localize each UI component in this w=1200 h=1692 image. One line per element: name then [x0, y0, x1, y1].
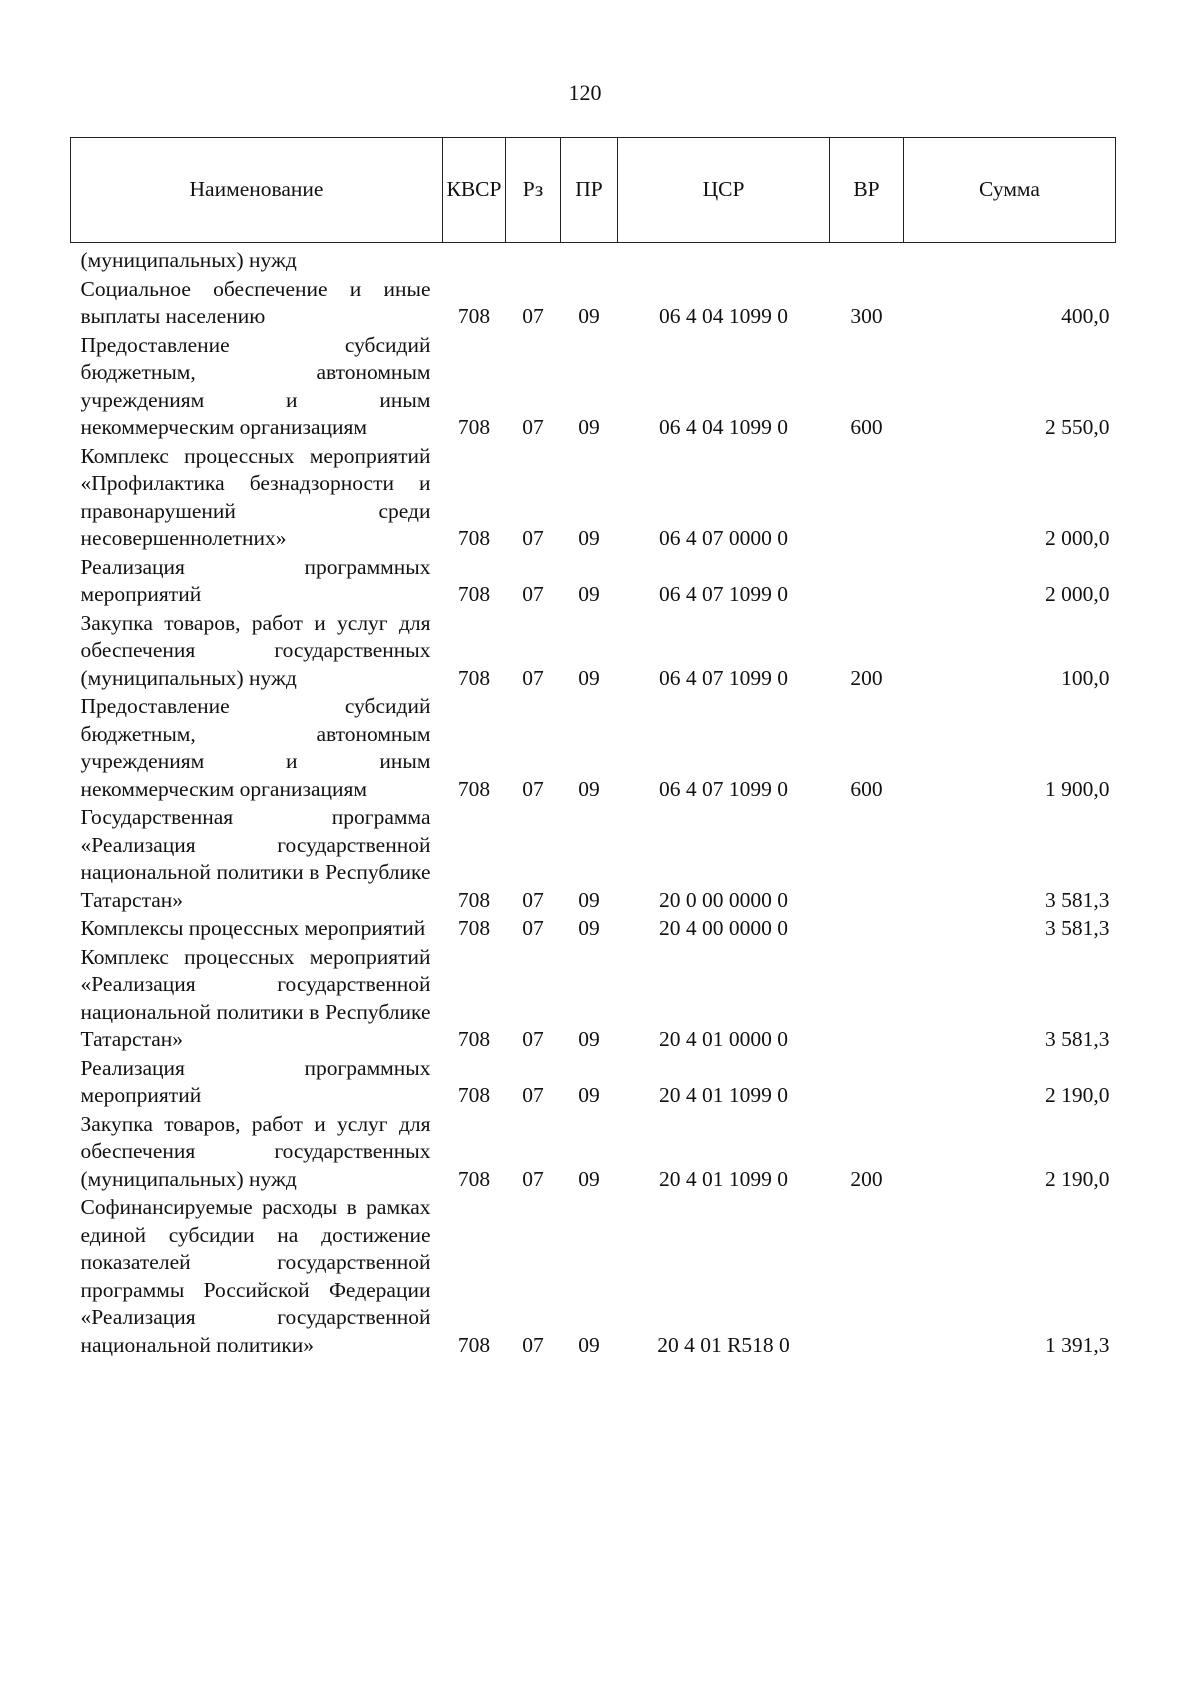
header-pr: ПР: [561, 138, 618, 243]
cell-sum: [904, 243, 1116, 276]
header-name: Наименование: [71, 138, 443, 243]
table-row: [71, 332, 1116, 443]
cell-vr: 200: [850, 665, 883, 690]
cell-name: Реализация программных мероприятий: [80, 554, 431, 606]
table-row: [71, 276, 1116, 332]
cell-kvsr: 708: [457, 1332, 491, 1357]
cell-csr: 06 4 04 1099 0: [659, 304, 788, 328]
cell-csr: 20 4 01 1099 0: [659, 1166, 788, 1191]
cell-vr: [830, 554, 904, 610]
cell-name: Реализация программных мероприятий: [80, 1055, 431, 1107]
table-row: [71, 693, 1116, 804]
cell-rz: 07: [522, 304, 544, 328]
cell-vr: [830, 804, 904, 915]
cell-name: Комплексы процессных мероприятий: [80, 916, 426, 940]
cell-kvsr: 708: [457, 916, 491, 940]
cell-name: Предоставление субсидий бюджетным, автономным учреждениям и иным некоммерческим организациям: [80, 694, 431, 801]
cell-kvsr: 708: [457, 582, 491, 606]
cell-sum: 3 581,3: [1045, 887, 1110, 912]
cell-rz: 07: [522, 887, 544, 912]
cell-name: Предоставление субсидий бюджетным, автономным учреждениям и иным некоммерческим организациям: [80, 332, 431, 439]
cell-csr: 20 0 00 0000 0: [659, 887, 788, 912]
cell-csr: 20 4 00 0000 0: [659, 916, 788, 940]
table-header-row: [71, 138, 1116, 243]
cell-name: Государственная программа «Реализация государственной национальной политики в Республике Татарстан»: [80, 805, 431, 912]
cell-csr: [618, 243, 830, 276]
cell-name: Комплекс процессных мероприятий «Реализация государственной национальной политики в Республике Татарстан»: [80, 944, 431, 1051]
cell-csr: 06 4 04 1099 0: [659, 415, 788, 439]
cell-kvsr: 708: [457, 526, 491, 550]
cell-pr: 09: [578, 1027, 600, 1051]
cell-vr: [830, 443, 904, 554]
cell-rz: 07: [522, 582, 544, 606]
header-kvsr: КВСР: [443, 138, 506, 243]
table-row: [71, 1055, 1116, 1111]
cell-csr: 20 4 01 1099 0: [659, 1083, 788, 1107]
cell-kvsr: 708: [457, 1166, 491, 1191]
cell-pr: 09: [578, 582, 600, 606]
table-row: [71, 443, 1116, 554]
cell-rz: 07: [522, 1166, 544, 1191]
cell-kvsr: 708: [457, 304, 491, 328]
cell-pr: 09: [578, 415, 600, 439]
table-row: [71, 243, 1116, 276]
table-row: [71, 944, 1116, 1055]
cell-csr: 06 4 07 1099 0: [659, 776, 788, 801]
table-row: [71, 610, 1116, 694]
cell-vr: 600: [850, 776, 883, 801]
page-number: 120: [568, 80, 602, 105]
cell-rz: 07: [522, 776, 544, 801]
cell-sum: 2 190,0: [1045, 1083, 1110, 1107]
table-row: [71, 554, 1116, 610]
cell-csr: 06 4 07 1099 0: [659, 582, 788, 606]
cell-vr: [830, 243, 904, 276]
cell-pr: 09: [578, 304, 600, 328]
cell-sum: 400,0: [1061, 304, 1110, 328]
table-row: [71, 1111, 1116, 1195]
cell-kvsr: 708: [457, 887, 491, 912]
cell-name: Социальное обеспечение и иные выплаты населению: [80, 276, 431, 328]
cell-sum: 1 391,3: [1045, 1332, 1110, 1357]
cell-pr: 09: [578, 776, 600, 801]
cell-name: Софинансируемые расходы в рамках единой субсидии на достижение показателей государственной программы Российской Федерации «Реализация государственной национальной политики»: [80, 1195, 431, 1357]
cell-vr: [830, 944, 904, 1055]
cell-kvsr: 708: [457, 415, 491, 439]
cell-pr: 09: [578, 1083, 600, 1107]
cell-sum: 2 000,0: [1045, 526, 1110, 550]
cell-kvsr: 708: [457, 776, 491, 801]
cell-csr: 20 4 01 0000 0: [659, 1027, 788, 1051]
cell-csr: 20 4 01 R518 0: [657, 1332, 790, 1357]
cell-vr: 600: [850, 415, 883, 439]
cell-name: Закупка товаров, работ и услуг для обеспечения государственных (муниципальных) нужд: [80, 610, 431, 690]
cell-rz: 07: [522, 526, 544, 550]
cell-kvsr: 708: [457, 1083, 491, 1107]
cell-pr: 09: [578, 526, 600, 550]
cell-pr: 09: [578, 887, 600, 912]
cell-kvsr: [443, 243, 506, 276]
cell-sum: 2 550,0: [1045, 415, 1110, 439]
cell-rz: 07: [522, 1083, 544, 1107]
table-row: [71, 804, 1116, 915]
cell-rz: 07: [522, 1027, 544, 1051]
cell-name: Закупка товаров, работ и услуг для обеспечения государственных (муниципальных) нужд: [80, 1111, 431, 1191]
header-sum: Сумма: [904, 138, 1116, 243]
cell-rz: [506, 243, 561, 276]
cell-name: Комплекс процессных мероприятий «Профилактика безнадзорности и правонарушений среди несовершеннолетних»: [80, 443, 431, 550]
cell-vr: 300: [850, 304, 883, 328]
cell-vr: [830, 1194, 904, 1360]
cell-pr: [561, 243, 618, 276]
cell-sum: 1 900,0: [1045, 776, 1110, 801]
cell-vr: 200: [850, 1166, 883, 1191]
cell-pr: 09: [578, 665, 600, 690]
cell-pr: 09: [578, 916, 600, 940]
cell-sum: 3 581,3: [1045, 916, 1110, 940]
cell-name: (муниципальных) нужд: [80, 248, 297, 272]
cell-pr: 09: [578, 1166, 600, 1191]
budget-table: [70, 137, 1116, 1360]
cell-rz: 07: [522, 1332, 544, 1357]
cell-sum: 100,0: [1061, 665, 1110, 690]
table-row: [71, 1194, 1116, 1360]
cell-sum: 2 190,0: [1045, 1166, 1110, 1191]
cell-kvsr: 708: [457, 665, 491, 690]
cell-kvsr: 708: [457, 1027, 491, 1051]
cell-rz: 07: [522, 415, 544, 439]
cell-csr: 06 4 07 0000 0: [659, 526, 788, 550]
cell-sum: 2 000,0: [1045, 582, 1110, 606]
cell-vr: [830, 1055, 904, 1111]
cell-pr: 09: [578, 1332, 600, 1357]
cell-csr: 06 4 07 1099 0: [659, 665, 788, 690]
cell-vr: [830, 915, 904, 944]
header-vr: ВР: [830, 138, 904, 243]
header-rz: Рз: [506, 138, 561, 243]
table-row: [71, 915, 1116, 944]
cell-rz: 07: [522, 665, 544, 690]
cell-rz: 07: [522, 916, 544, 940]
header-csr: ЦСР: [618, 138, 830, 243]
cell-sum: 3 581,3: [1045, 1027, 1110, 1051]
table-body: [71, 243, 1116, 1361]
